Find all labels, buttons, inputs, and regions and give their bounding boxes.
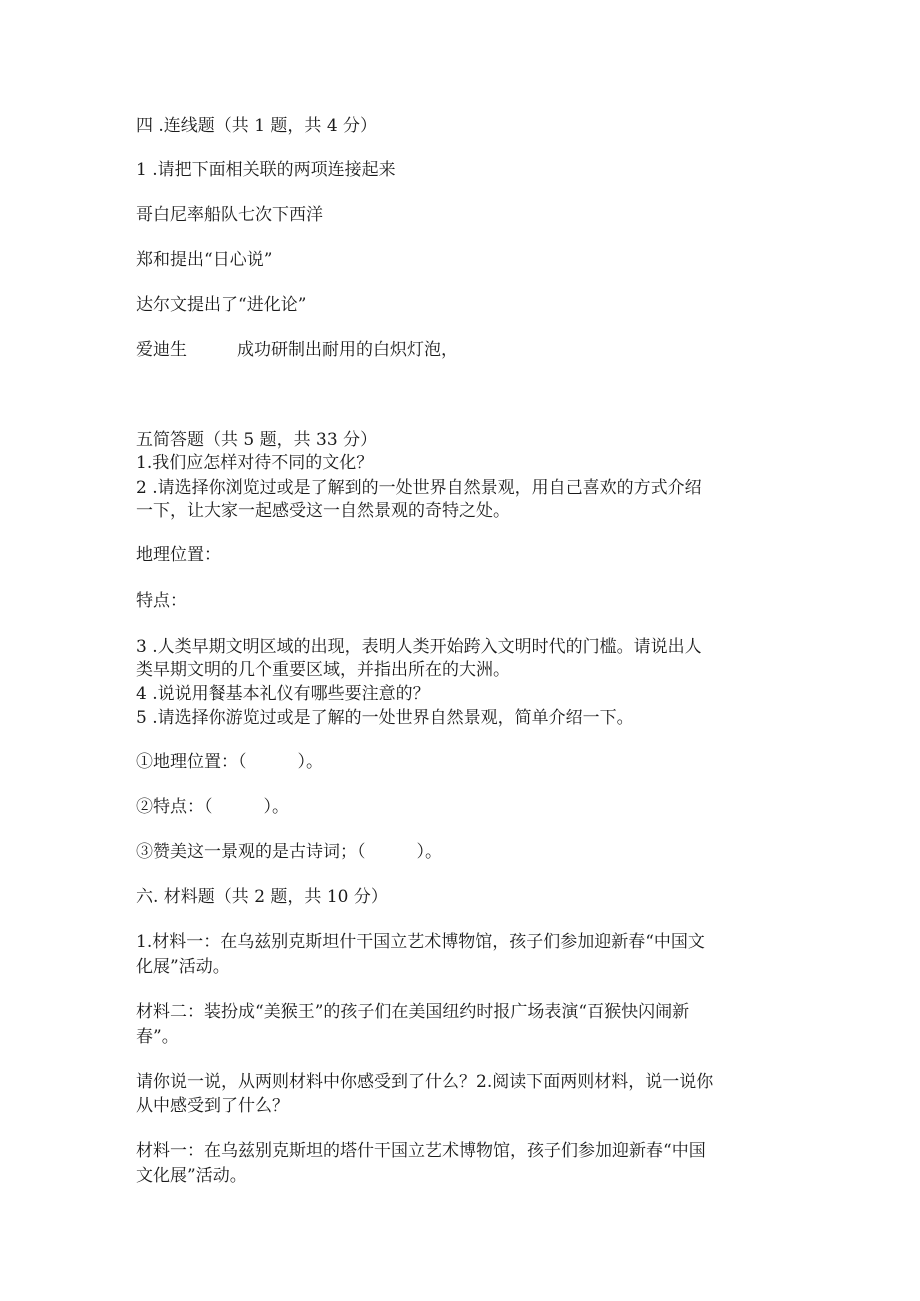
section4-heading: 四 .连线题（共 1 题，共 4 分） — [136, 116, 378, 136]
blank-location: ①地理位置：（ ）。 — [136, 752, 323, 772]
question-prompt-line2: 从中感受到了什么？ — [136, 1096, 289, 1116]
match-item-4 — [136, 338, 458, 362]
match-item-2: 郑和提出“日心说” — [136, 250, 273, 270]
match-item-1: 哥白尼率船队七次下西洋 — [136, 205, 323, 225]
section5-question-1: 1.我们应怎样对待不同的文化？ — [136, 453, 374, 473]
section5-question-4: 4 .说说用餐基本礼仪有哪些要注意的？ — [136, 684, 430, 704]
match-item-4-left: 爱迪生 — [136, 340, 187, 360]
material-3-line2: 文化展”活动。 — [136, 1166, 247, 1186]
section4-question-1: 1 .请把下面相关联的两项连接起来 — [136, 160, 396, 180]
material-1-line1: 1.材料一：在乌兹别克斯坦什干国立艺术博物馆，孩子们参加迎新春“中国文 — [136, 932, 705, 952]
section5-question-3-line2: 类早期文明的几个重要区域，并指出所在的大洲。 — [136, 660, 510, 680]
material-3-line1: 材料一：在乌兹别克斯坦的塔什干国立艺术博物馆，孩子们参加迎新春“中国 — [136, 1141, 706, 1161]
material-1-line2: 化展”活动。 — [136, 957, 230, 977]
blank-poem: ③赞美这一景观的是古诗词；（ ）。 — [136, 842, 442, 862]
match-item-3: 达尔文提出了“进化论” — [136, 295, 307, 315]
blank-features: ②特点：（ ）。 — [136, 797, 289, 817]
material-2-line1: 材料二：装扮成“美猴王”的孩子们在美国纽约时报广场表演“百猴快闪闹新 — [136, 1002, 690, 1022]
section5-heading: 五简答题（共 5 题，共 33 分） — [136, 430, 378, 450]
question-prompt-line1: 请你说一说，从两则材料中你感受到了什么？2.阅读下面两则材料，说一说你 — [136, 1072, 714, 1092]
section6-heading: 六. 材料题（共 2 题，共 10 分） — [136, 887, 388, 907]
location-label: 地理位置： — [136, 545, 221, 565]
section5-question-3-line1: 3 .人类早期文明区域的出现，表明人类开始跨入文明时代的门槛。请说出人 — [136, 637, 702, 657]
features-label: 特点： — [136, 591, 187, 611]
section5-question-2-line1: 2 .请选择你浏览过或是了解到的一处世界自然景观，用自己喜欢的方式介绍 — [136, 478, 702, 498]
section5-question-5: 5 .请选择你游览过或是了解的一处世界自然景观，简单介绍一下。 — [136, 708, 634, 728]
section5-question-2-line2: 一下，让大家一起感受这一自然景观的奇特之处。 — [136, 501, 510, 521]
match-item-4-right: 成功研制出耐用的白炽灯泡， — [237, 340, 458, 360]
material-2-line2: 春”。 — [136, 1027, 179, 1047]
